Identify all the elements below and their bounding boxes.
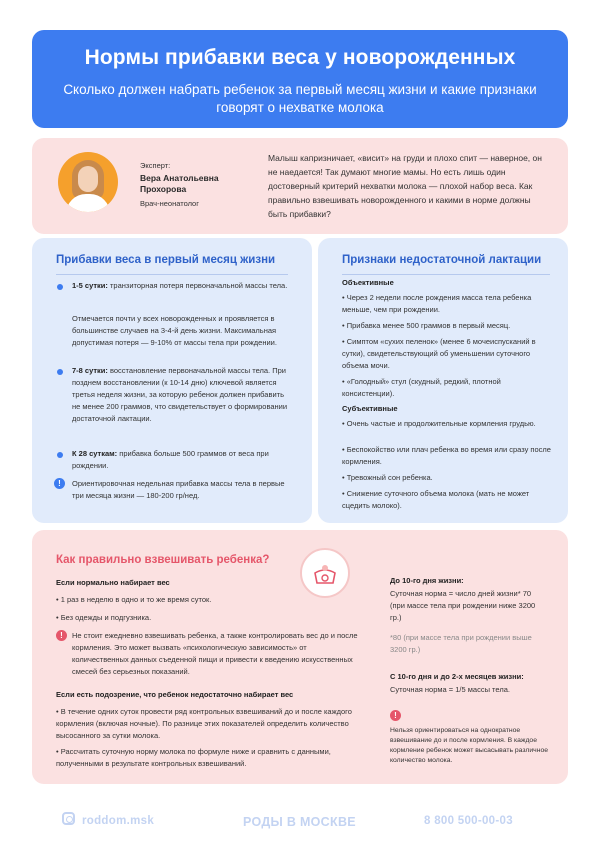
avatar xyxy=(58,152,118,212)
normal-title: Если нормально набирает вес xyxy=(56,578,170,587)
weight-item-2: 7-8 сутки: восстановление первоначальной массы тела. При позднем восстановлении (к 10-14 дню) ключевой является третья неделя жизни, за которую ребенок должен прибавить не менее 200 граммов, что свидетельствует о формировании достаточной лактации. xyxy=(72,366,288,423)
lactation-title: Признаки недостаточной лактации xyxy=(342,254,542,266)
weight-item-3: К 28 суткам: прибавка больше 500 граммов от веса при рождении. xyxy=(72,449,269,470)
header-banner xyxy=(32,30,568,128)
expert-name: Вера Анатольевна Прохорова xyxy=(140,173,219,194)
weighing-warning: Не стоит ежедневно взвешивать ребенка, а также контролировать вес до и после кормления. Это может вызвать «психологическую зависимость» от количественных данных съеденной пищи и привести к введению искусственных смесей без серьезных показаний. xyxy=(72,631,358,676)
objective-item: • «Голодный» стул (скудный, редкий, плотной консистенции). xyxy=(342,377,501,398)
scale-icon xyxy=(300,548,350,598)
warning-icon: ! xyxy=(56,630,67,641)
instagram-icon xyxy=(62,812,75,825)
phone-number[interactable]: 8 800 500-00-03 xyxy=(424,815,513,827)
weight-note: Ориентировочная недельная прибавка массы тела в первые три месяца жизни — 180-200 гр/нед. xyxy=(72,479,285,500)
bullet-dot xyxy=(57,284,63,290)
subjective-item: • Тревожный сон ребенка. xyxy=(342,473,433,482)
suspect-title: Если есть подозрение, что ребенок недостаточно набирает вес xyxy=(56,690,294,699)
rule1-note: *80 (при массе тела при рождении выше 3200 гр.) xyxy=(390,633,532,654)
objective-item: • Симптом «сухих пеленок» (менее 6 мочеиспусканий в сутки), свидетельствующий об уменьшении суточного объема мочи. xyxy=(342,337,536,370)
bullet-dot xyxy=(57,452,63,458)
instagram-handle[interactable]: roddom.msk xyxy=(82,815,155,827)
info-icon: ! xyxy=(54,478,65,489)
weight-item-1: 1-5 сутки: транзиторная потеря первоначальной массы тела. xyxy=(72,281,288,290)
subjective-item: • Очень частые и продолжительные кормления грудью. xyxy=(342,419,536,428)
divider xyxy=(342,274,550,275)
page-subtitle: Сколько должен набрать ребенок за первый месяц жизни и какие признаки говорят о нехватке молока xyxy=(63,82,537,115)
intro-text: Малыш капризничает, «висит» на груди и плохо спит — наверное, он не наедается! Так думают многие мамы. Но есть лишь один достоверный критерий нехватки молока — плохой набор веса. Как правильно взвешивать новорожденного и какими в норме должны быть прибавки? xyxy=(268,153,542,219)
warning-icon: ! xyxy=(390,710,401,721)
rule-warning: Нельзя ориентироваться на однократное взвешивание до и после кормления. В каждое кормление ребенок может высасывать различное количество молока. xyxy=(390,727,549,764)
subjective-item: • Снижение суточного объема молока (мать не может сцедить молоко). xyxy=(342,489,530,510)
normal-item: • 1 раз в неделю в одно и то же время суток. xyxy=(56,595,212,604)
expert-role: Врач-неонатолог xyxy=(140,199,199,208)
expert-label: Эксперт: xyxy=(140,161,171,170)
rule1-title: До 10-го дня жизни: xyxy=(390,576,464,585)
weight-item-1-note: Отмечается почти у всех новорожденных и проявляется в большинстве случаев на 3-4-й день жизни. Максимальная допустимая потеря — 9-10% от массы тела при рождении. xyxy=(72,314,277,347)
objective-title: Объективные xyxy=(342,278,394,287)
rule2-title: С 10-го дня и до 2-х месяцев жизни: xyxy=(390,672,524,681)
objective-item: • Через 2 недели после рождения масса тела ребенка меньше, чем при рождении. xyxy=(342,293,532,314)
objective-item: • Прибавка менее 500 граммов в первый месяц. xyxy=(342,321,511,330)
suspect-item: • Рассчитать суточную норму молока по формуле ниже и сравнить с данными, полученными в результате контрольных взвешиваний. xyxy=(56,747,331,768)
rule2-text: Суточная норма = 1/5 массы тела. xyxy=(390,685,510,694)
brand-logo: РОДЫ В МОСКВЕ xyxy=(243,815,356,829)
subjective-title: Субъективные xyxy=(342,404,398,413)
weighing-title: Как правильно взвешивать ребенка? xyxy=(56,554,270,566)
divider xyxy=(56,274,288,275)
bullet-dot xyxy=(57,369,63,375)
suspect-item: • В течение одних суток провести ряд контрольных взвешиваний до и после каждого кормления (включая ночные). По разнице этих показателей определить количество высосанного за сутки молока. xyxy=(56,707,352,740)
rule1-text: Суточная норма = число дней жизни* 70 (при массе тела при рождении ниже 3200 гр.) xyxy=(390,589,536,622)
subjective-item: • Беспокойство или плач ребенка во время или сразу после кормления. xyxy=(342,445,551,466)
weight-gain-title: Прибавки веса в первый месяц жизни xyxy=(56,254,276,266)
normal-item: • Без одежды и подгузника. xyxy=(56,613,152,622)
page-title: Нормы прибавки веса у новорожденных xyxy=(84,46,516,69)
